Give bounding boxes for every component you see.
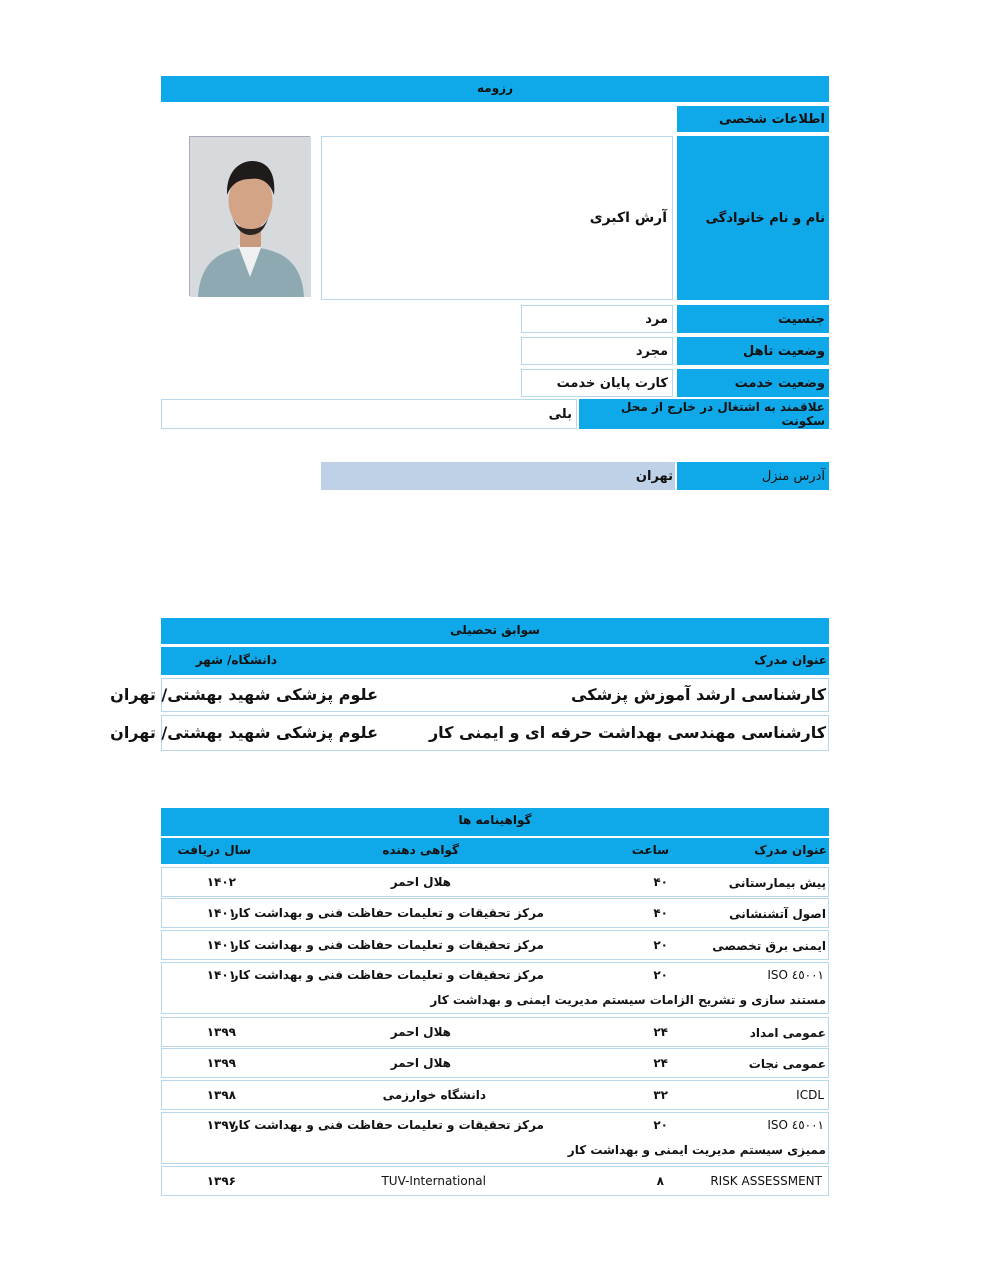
education-degree: کارشناسی مهندسی بهداشت حرفه ای و ایمنی کار <box>428 723 826 742</box>
cert-hours: ۲۴ <box>653 1025 668 1039</box>
name-label: نام و نام خانوادگی <box>677 136 829 300</box>
cert-hours: ۸ <box>656 1174 664 1188</box>
cert-issuer: مرکز تحقیقات و تعلیمات حفاظت فنی و بهداشت کار <box>231 968 544 982</box>
cert-col-title: عنوان مدرک <box>754 843 827 857</box>
cert-year: ۱۳۹۸ <box>206 1088 236 1102</box>
education-degree: کارشناسی ارشد آموزش پزشکی <box>571 685 826 704</box>
cert-title: RISK ASSESSMENT <box>710 1174 822 1188</box>
certificate-row <box>161 867 829 897</box>
cert-title: پیش بیمارستانی <box>728 876 826 890</box>
address-label: آدرس منزل <box>677 462 829 490</box>
education-col-degree: عنوان مدرک <box>754 653 827 667</box>
cert-title: اصول آتشنشانی <box>729 907 826 921</box>
cert-year: ۱۴۰۱ <box>206 938 236 952</box>
certificates-title: گواهینامه ها <box>161 808 829 836</box>
cert-hours: ۳۲ <box>653 1088 668 1102</box>
gender-value: مرد <box>521 305 673 333</box>
certificate-row <box>161 1080 829 1110</box>
cert-issuer: مرکز تحقیقات و تعلیمات حفاظت فنی و بهداشت کار <box>231 906 544 920</box>
education-row <box>110 678 829 712</box>
certificate-row <box>161 898 829 928</box>
certificate-row <box>161 930 829 960</box>
address-value: تهران <box>321 462 675 490</box>
cert-title: عمومی امداد <box>749 1026 826 1040</box>
cert-hours: ۲۰ <box>653 1118 668 1132</box>
cert-col-hours: ساعت <box>631 843 669 857</box>
cert-year: ۱۳۹۶ <box>206 1174 236 1188</box>
cert-year: ۱۴۰۱ <box>206 906 236 920</box>
cert-issuer: دانشگاه خوارزمی <box>382 1088 486 1102</box>
service-value: کارت پایان خدمت <box>521 369 673 397</box>
education-university: علوم پزشکی شهید بهشتی/ تهران <box>110 685 378 704</box>
cert-issuer: مرکز تحقیقات و تعلیمات حفاظت فنی و بهداشت کار <box>231 1118 544 1132</box>
education-university: علوم پزشکی شهید بهشتی/ تهران <box>110 723 378 742</box>
cert-year: ۱۴۰۲ <box>206 875 236 889</box>
cert-year: ۱۳۹۹ <box>206 1025 236 1039</box>
cert-hours: ۲۰ <box>653 938 668 952</box>
marital-value: مجرد <box>521 337 673 365</box>
cert-year: ۱۳۹۹ <box>206 1056 236 1070</box>
cert-title: ISO ٤٥٠٠١ <box>767 1118 824 1132</box>
education-header <box>161 647 829 675</box>
certificate-row <box>161 1166 829 1196</box>
cert-issuer: هلال احمر <box>390 1056 451 1070</box>
education-title: سوابق تحصیلی <box>161 618 829 644</box>
marital-label: وضعیت تاهل <box>677 337 829 365</box>
certificate-row <box>161 962 829 1014</box>
cert-col-year: سال دریافت <box>177 843 251 857</box>
certificate-row <box>161 1048 829 1078</box>
cert-year: ۱۴۰۱ <box>206 968 236 982</box>
cert-hours: ۴۰ <box>653 875 668 889</box>
education-col-university: دانشگاه/ شهر <box>195 653 277 667</box>
relocate-value: بلی <box>161 399 577 429</box>
name-value: آرش اکبری <box>589 210 667 226</box>
cert-issuer: مرکز تحقیقات و تعلیمات حفاظت فنی و بهداشت کار <box>231 938 544 952</box>
cert-title: ایمنی برق تخصصی <box>712 939 826 953</box>
cert-hours: ۲۰ <box>653 968 668 982</box>
person-portrait-icon <box>190 137 311 297</box>
resume-title: رزومه <box>161 76 829 102</box>
cert-year: ۱۳۹۷ <box>206 1118 236 1132</box>
cert-subtitle: ممیزی سیستم مدیریت ایمنی و بهداشت کار <box>567 1143 826 1157</box>
education-row <box>110 715 829 751</box>
cert-issuer: TUV-International <box>381 1174 486 1188</box>
profile-photo <box>189 136 310 296</box>
certificate-row <box>161 1017 829 1047</box>
relocate-label: علاقمند به اشتغال در خارج از محل سکونت <box>579 399 829 429</box>
service-label: وضعیت خدمت <box>677 369 829 397</box>
cert-title: عمومی نجات <box>748 1057 826 1071</box>
personal-section-title: اطلاعات شخصی <box>677 106 829 132</box>
cert-issuer: هلال احمر <box>390 1025 451 1039</box>
cert-col-issuer: گواهی دهنده <box>382 843 459 857</box>
gender-label: جنسیت <box>677 305 829 333</box>
cert-subtitle: مستند سازی و تشریح الزامات سیستم مدیریت ایمنی و بهداشت کار <box>430 993 826 1007</box>
cert-title: ISO ٤٥٠٠١ <box>767 968 824 982</box>
cert-hours: ۲۴ <box>653 1056 668 1070</box>
cert-hours: ۴۰ <box>653 906 668 920</box>
cert-title: ICDL <box>796 1088 824 1102</box>
certificates-header <box>161 838 829 864</box>
cert-issuer: هلال احمر <box>390 875 451 889</box>
certificate-row <box>161 1112 829 1164</box>
